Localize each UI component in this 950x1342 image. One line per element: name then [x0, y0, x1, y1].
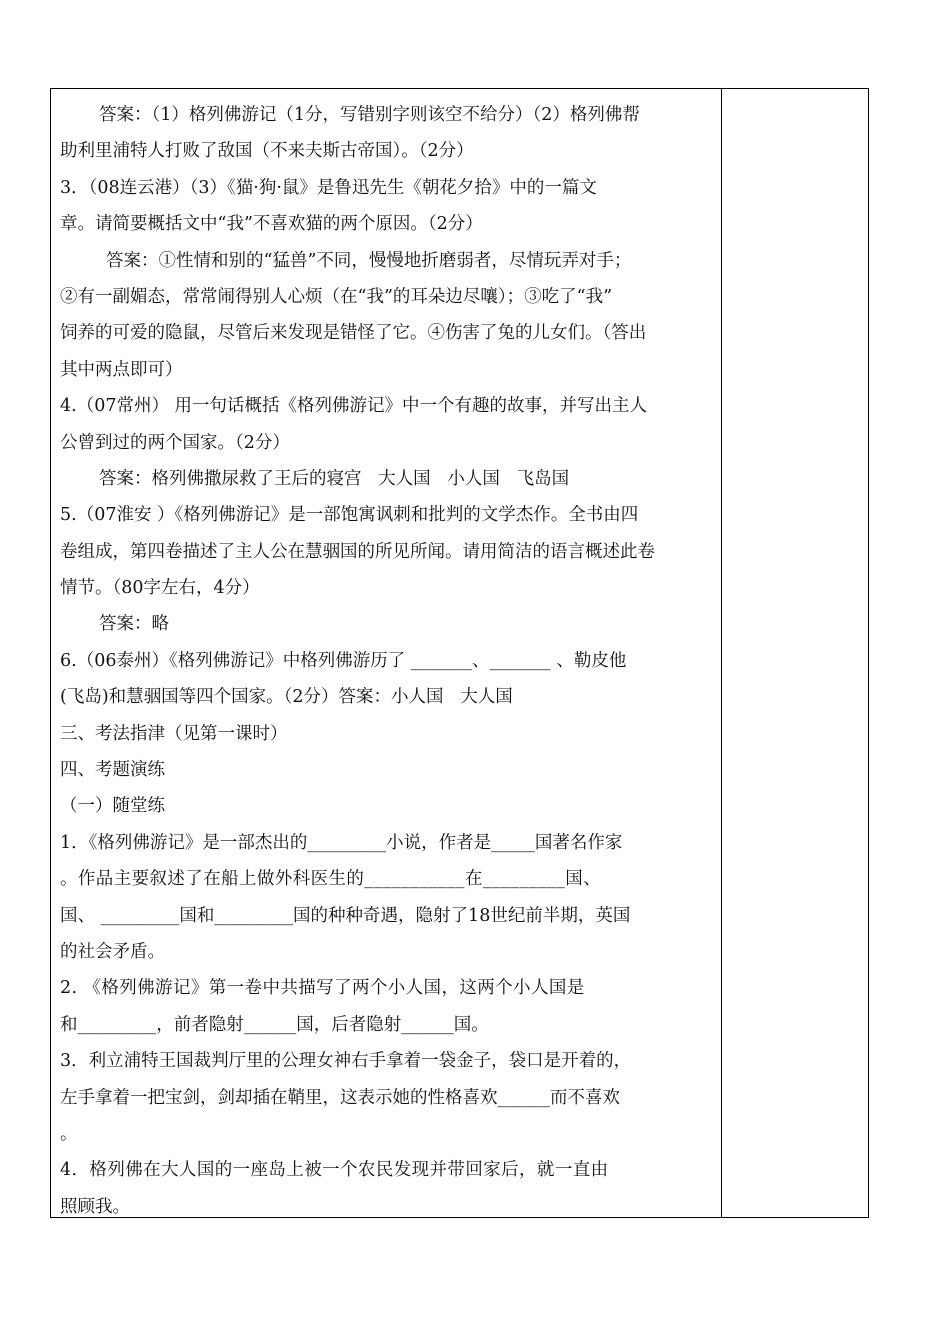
- text-line: 5.（07淮安 ）《格列佛游记》是一部饱寓讽刺和批判的文学杰作。全书由四: [60, 505, 639, 526]
- text-line: 其中两点即可）: [60, 359, 183, 380]
- text-line: 答案：（1）格列佛游记（1分，写错别字则该空不给分）（2）格列佛帮: [99, 105, 640, 125]
- text-line: 国、 _________国和_________国的种种奇遇，隐射了18世纪前半期，英国: [60, 905, 631, 926]
- text-line: 4.（07常州） 用一句话概括《格列佛游记》中一个有趣的故事，并写出主人: [60, 396, 648, 417]
- text-line: 情节。（80字左右，4分）: [60, 578, 260, 599]
- text-line: ②有一副媚态，常常闹得别人心烦（在“我”的耳朵边尽嚷）；③吃了“我”: [60, 286, 613, 307]
- text-line: 左手拿着一把宝剑，剑却插在鞘里，这表示她的性格喜欢______而不喜欢: [60, 1087, 620, 1108]
- text-line: 卷组成，第四卷描述了主人公在慧骃国的所见所闻。请用简洁的语言概述此卷: [60, 541, 655, 562]
- text-line: 。作品主要叙述了在船上做外科医生的___________在_________国、: [60, 869, 601, 890]
- text-line: 3．利立浦特王国裁判厅里的公理女神右手拿着一袋金子，袋口是开着的，: [60, 1051, 632, 1072]
- worksheet-table: [50, 88, 869, 1218]
- text-line: 3．（08连云港）（3）《猫·狗·鼠》是鲁迅先生《朝花夕拾》中的一篇文: [60, 177, 597, 198]
- text-line: 答案：略: [99, 614, 169, 635]
- section-heading: 三、考法指津（见第一课时）: [60, 723, 288, 744]
- text-line: 1．《格列佛游记》是一部杰出的_________小说，作者是_____国著名作家: [60, 832, 623, 853]
- main-content-cell: [60, 97, 712, 1225]
- subsection-heading: （一）随堂练: [60, 796, 165, 817]
- text-line: 答案：格列佛撒尿救了王后的寝宫 大人国 小人国 飞岛国: [99, 468, 570, 489]
- text-line: 饲养的可爱的隐鼠，尽管后来发现是错怪了它。④伤害了兔的儿女们。（答出: [60, 323, 647, 344]
- text-line: 章。请简要概括文中“我”不喜欢猫的两个原因。（2分）: [60, 214, 483, 235]
- text-line: (飞岛)和慧骃国等四个国家。（2分）答案：小人国 大人国: [60, 687, 513, 708]
- text-line: 答案：①性情和别的“猛兽”不同，慢慢地折磨弱者，尽情玩弄对手；: [106, 250, 632, 271]
- text-line: 的社会矛盾。: [60, 941, 165, 962]
- text-line: 6.（06泰州）《格列佛游记》中格列佛游历了 _______、_______ 、勒皮他: [60, 650, 627, 671]
- text-line: 。: [60, 1123, 78, 1144]
- text-line: 助利里浦特人打败了敌国（不来夫斯古帝国）。（2分）: [60, 141, 474, 162]
- text-line: 2. 《格列佛游记》第一卷中共描写了两个小人国，这两个小人国是: [60, 978, 585, 999]
- column-divider: [721, 89, 722, 1217]
- text-line: 4．格列佛在大人国的一座岛上被一个农民发现并带回家后，就一直由: [60, 1160, 609, 1181]
- text-line: 公曾到过的两个国家。（2分）: [60, 432, 290, 453]
- section-heading: 四、考题演练: [60, 760, 165, 781]
- text-line: 和_________，前者隐射______国，后者隐射______国。: [60, 1014, 489, 1035]
- text-line: 照顾我。: [60, 1196, 130, 1217]
